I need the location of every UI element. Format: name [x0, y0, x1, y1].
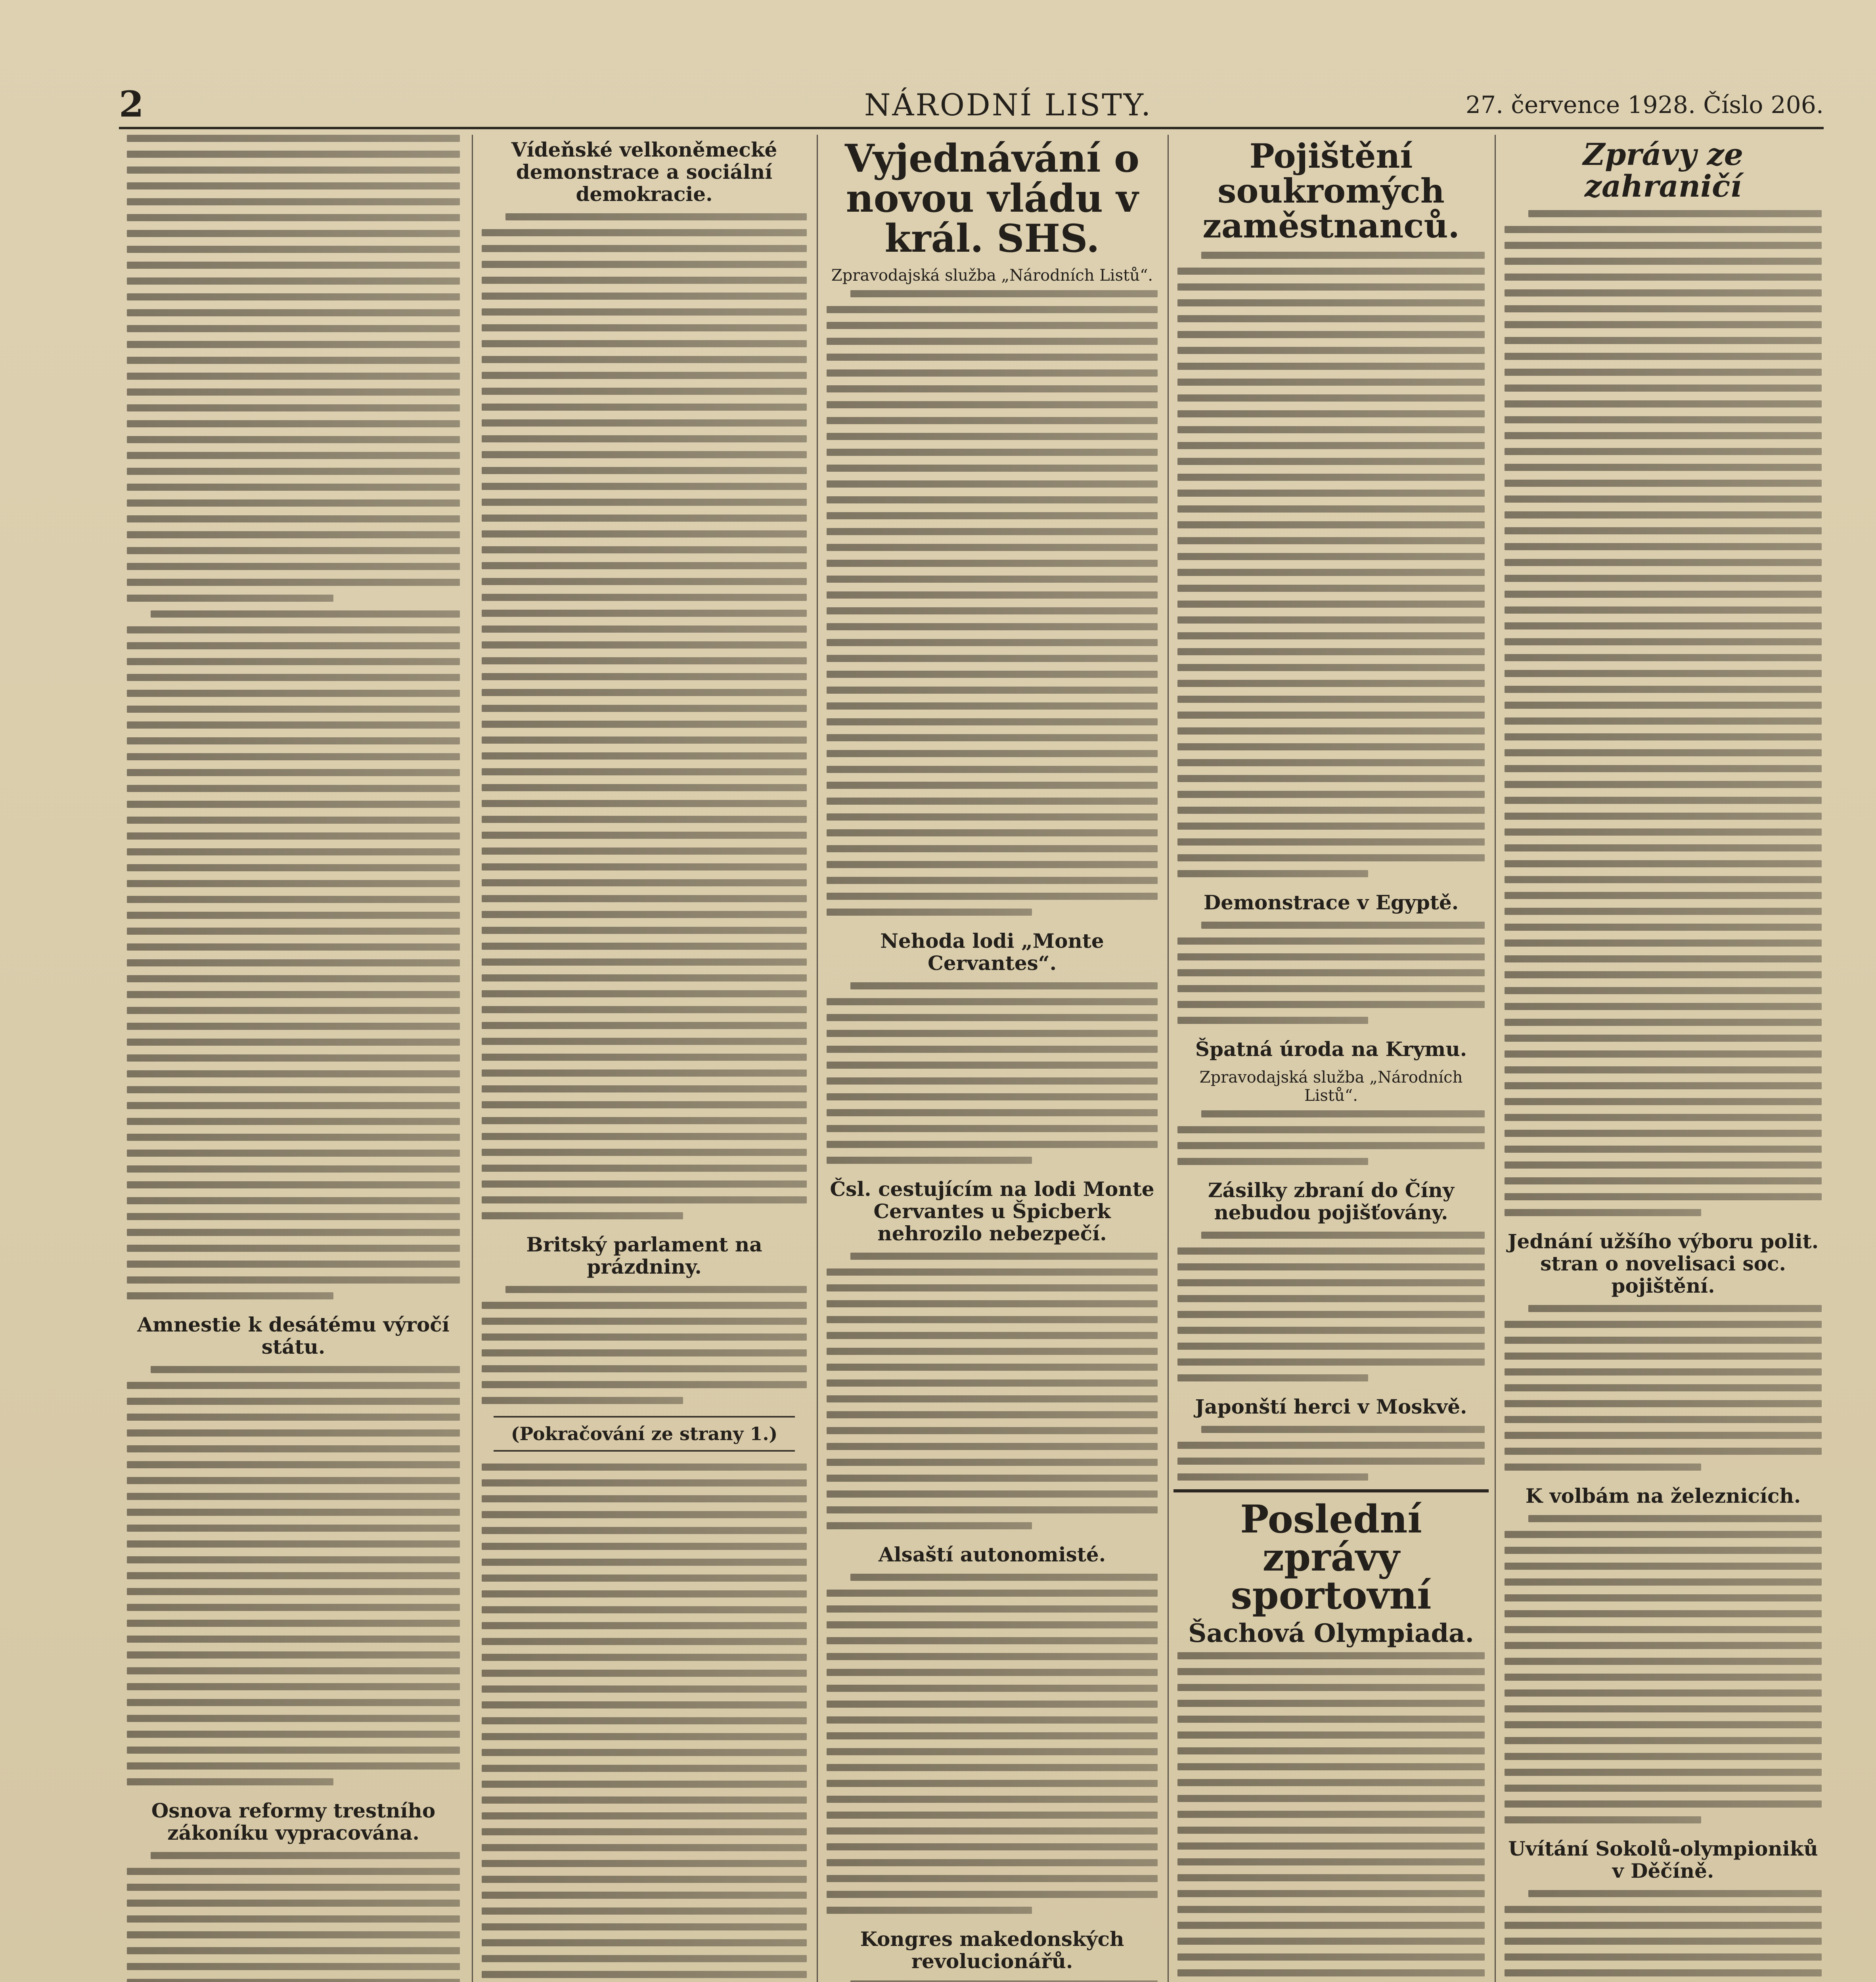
article-body: [482, 1464, 807, 1982]
headline: Špatná úroda na Krymu.: [1195, 1037, 1467, 1061]
byline: Zpravodajská služba „Národních Listů“.: [1199, 1068, 1463, 1105]
continued-label: (Pokračování ze strany 1.): [494, 1416, 795, 1452]
article-body: [127, 135, 460, 1299]
article-body: [1505, 1890, 1822, 1982]
article-body: [482, 1286, 807, 1404]
headline: K volbám na železnicích.: [1525, 1484, 1801, 1508]
paper-title: NÁRODNÍ LISTY.: [864, 87, 1152, 122]
headline: Zásilky zbraní do Číny nebudou pojišťovány.: [1208, 1178, 1454, 1224]
column-2: [478, 135, 811, 1982]
byline: Zpravodajská služba „Národních Listů“.: [831, 266, 1153, 285]
headline: Osnova reformy trestního zákoníku vypracována.: [151, 1799, 436, 1844]
article-body: [1505, 1305, 1822, 1471]
article-body: [1505, 210, 1822, 1216]
column-4: [1173, 135, 1489, 1982]
headline: Pojištění soukromých zaměstnanců.: [1202, 136, 1460, 246]
headline: Alsaští autonomisté.: [878, 1543, 1106, 1567]
article-body: [1177, 1652, 1485, 1982]
column-divider: [817, 135, 818, 1982]
article-body: [127, 1852, 460, 1982]
headline: Jednání užšího výboru polit. stran o novelisaci soc. pojištění.: [1507, 1229, 1819, 1297]
issue-date: 27. července 1928. Číslo 206.: [1465, 91, 1824, 119]
article-body: [827, 290, 1158, 916]
article-body: [827, 1980, 1158, 1982]
article-body: [1505, 1515, 1822, 1823]
article-body: [1177, 922, 1485, 1024]
article-body: [827, 1253, 1158, 1529]
article-body: [1177, 1232, 1485, 1381]
headline: Nehoda lodi „Monte Cervantes“.: [880, 929, 1104, 975]
headline: Demonstrace v Egyptě.: [1203, 890, 1459, 914]
headline: Kongres makedonských revolucionářů.: [860, 1927, 1124, 1973]
headline: Vídeňské velkoněmecké demonstrace a sociální demokracie.: [511, 138, 777, 206]
headline: Vyjednávání o novou vládu v král. SHS.: [844, 136, 1139, 261]
column-1: [123, 135, 464, 1982]
sport-subtitle: Šachová Olympiada.: [1188, 1618, 1474, 1648]
masthead: [119, 79, 1824, 129]
column-divider: [1495, 135, 1496, 1982]
headline: Zprávy ze zahraničí: [1583, 137, 1744, 204]
article-body: [1177, 1426, 1485, 1481]
article-body: [827, 982, 1158, 1164]
headline: Uvítání Sokolů-olympioniků v Děčíně.: [1508, 1837, 1818, 1883]
article-body: [482, 213, 807, 1219]
headline: Britský parlament na prázdniny.: [526, 1233, 762, 1278]
page-number: 2: [119, 83, 144, 125]
headline: Japonští herci v Moskvě.: [1195, 1395, 1467, 1418]
column-divider: [1168, 135, 1169, 1982]
column-divider: [472, 135, 473, 1982]
column-3: [823, 135, 1162, 1982]
sport-section-title: Poslední zprávy sportovní: [1173, 1489, 1489, 1615]
headline: Amnestie k desátému výročí státu.: [137, 1313, 450, 1358]
article-body: [1177, 252, 1485, 877]
article-body: [827, 1574, 1158, 1914]
article-body: [1177, 1110, 1485, 1165]
column-5: [1501, 135, 1826, 1982]
headline: Čsl. cestujícím na lodi Monte Cervantes u Špicberk nehrozilo nebezpečí.: [830, 1177, 1154, 1245]
article-body: [127, 1366, 460, 1785]
